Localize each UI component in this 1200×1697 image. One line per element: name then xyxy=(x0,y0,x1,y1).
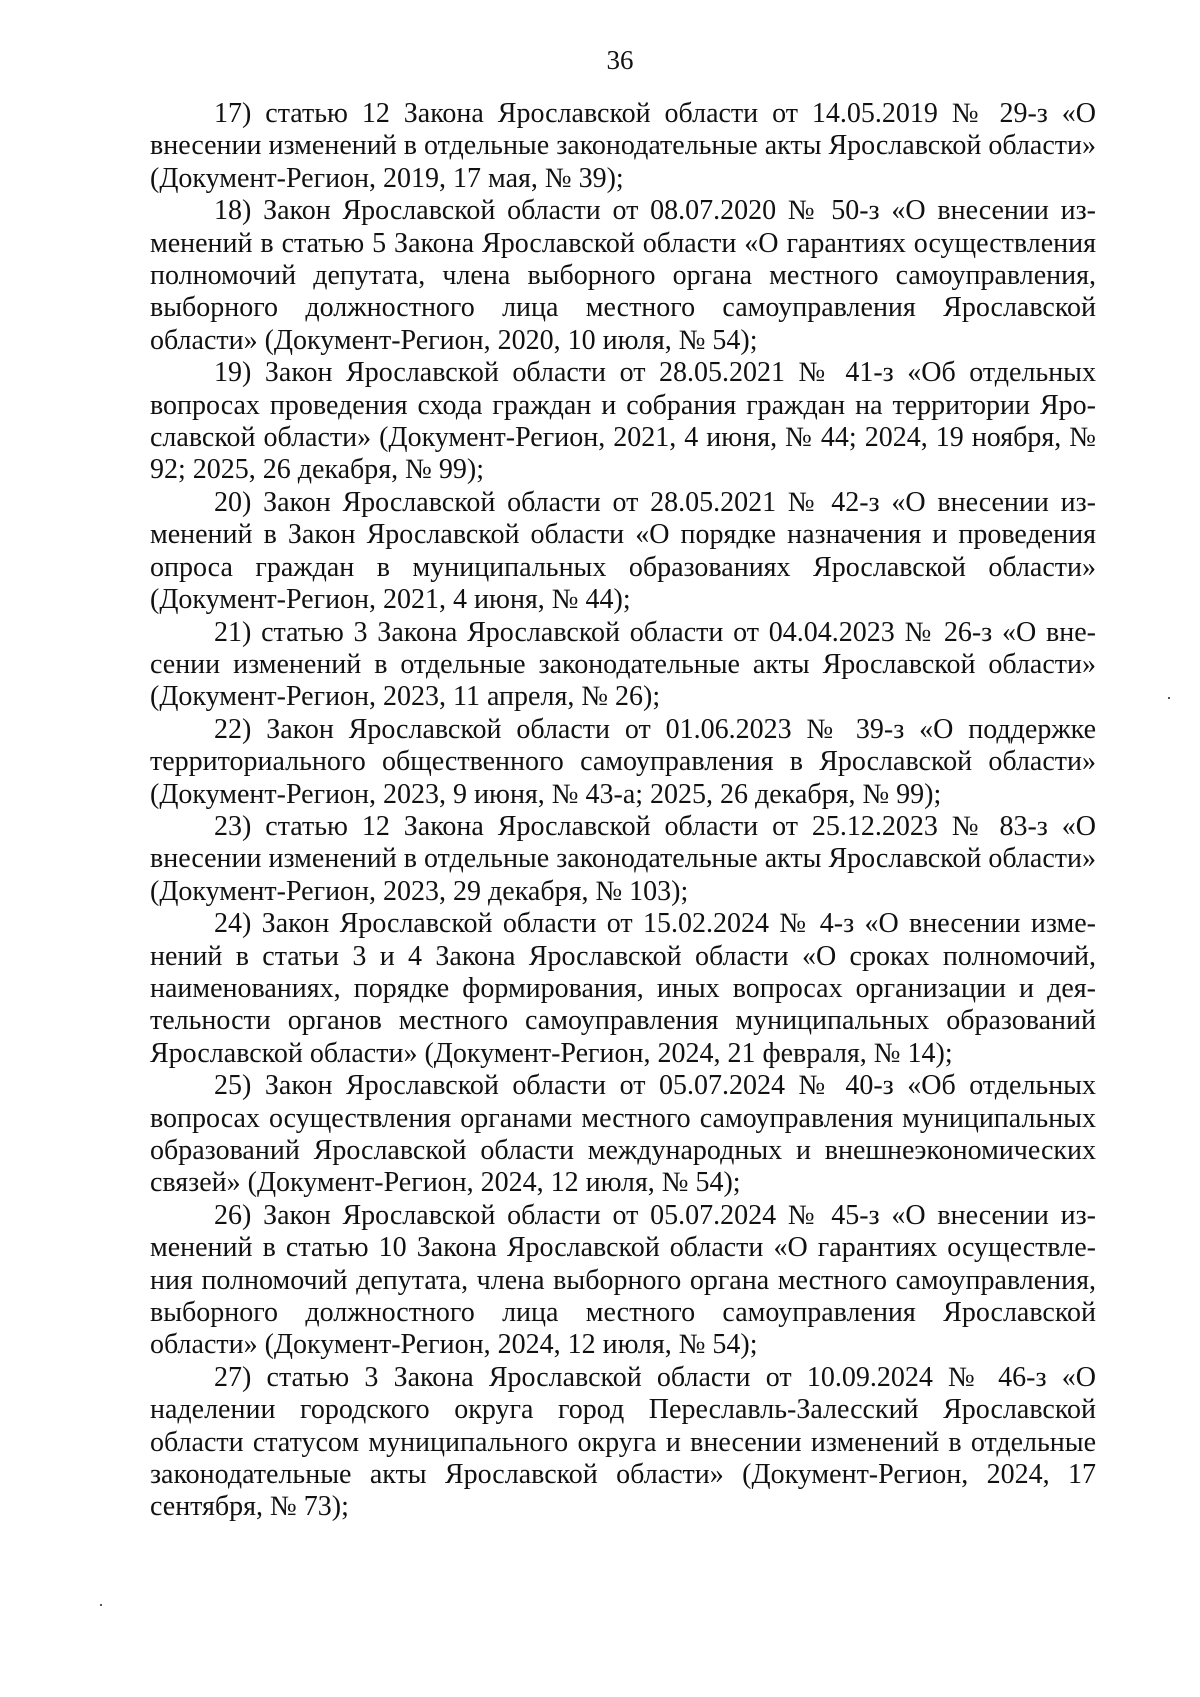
document-body xyxy=(150,98,1096,1524)
list-item: 20) Закон Ярославской области от 28.05.2021 № 42-з «О внесении изменений в Закон Ярославской области «О порядке назначения и проведения опроса граждан в муниципальных образованиях Ярославской области» (Документ-Регион, 2021, 4 июня, № 44); xyxy=(150,486,1096,616)
list-item: 18) Закон Ярославской области от 08.07.2020 № 50-з «О внесении изменений в статью 5 Закона Ярославской области «О гарантиях осуществления полномочий депутата, члена выборного органа местного самоуправления, выборного должностного лица местного самоуправления Ярославской области» (Документ-Регион, 2020, 10 июля, № 54); xyxy=(150,195,1096,356)
list-item: 21) статью 3 Закона Ярославской области от 04.04.2023 № 26-з «О внесении изменений в отдельные законодательные акты Ярославской области» (Документ-Регион, 2023, 11 апреля, № 26); xyxy=(150,616,1096,713)
list-item: 17) статью 12 Закона Ярославской области от 14.05.2019 № 29-з «О внесении изменений в отдельные законодательные акты Ярославской области» (Документ-Регион, 2019, 17 мая, № 39); xyxy=(150,98,1096,194)
list-item: 23) статью 12 Закона Ярославской области от 25.12.2023 № 83-з «О внесении изменений в отдельные законодательные акты Ярославской области» (Документ-Регион, 2023, 29 декабря, № 103); xyxy=(150,810,1096,907)
list-item: 19) Закон Ярославской области от 28.05.2021 № 41-з «Об отдельных вопросах проведения схода граждан и собрания граждан на территории Ярославской области» (Документ-Регион, 2021, 4 июня, № 44; 2024, 19 ноября, № 92; 2025, 26 декабря, № 99); xyxy=(150,357,1096,486)
list-item: 24) Закон Ярославской области от 15.02.2024 № 4-з «О внесении изменений в статьи 3 и 4 Закона Ярославской области «О сроках полномочий, наименованиях, порядке формирования, иных вопросах организации и деятельности органов местного самоуправления муниципальных образований Ярославской области» (Документ-Регион, 2024, 21 февраля, № 14); xyxy=(150,908,1096,1069)
list-item: 26) Закон Ярославской области от 05.07.2024 № 45-з «О внесении изменений в статью 10 Закона Ярославской области «О гарантиях осуществления полномочий депутата, члена выборного органа местного самоуправления, выборного должностного лица местного самоуправления Ярославской области» (Документ-Регион, 2024, 12 июля, № 54); xyxy=(150,1199,1096,1361)
scan-speck xyxy=(100,1604,102,1606)
page-number: 36 xyxy=(606,45,634,75)
list-item: 22) Закон Ярославской области от 01.06.2023 № 39-з «О поддержке территориального общественного самоуправления в Ярославской области» (Документ-Регион, 2023, 9 июня, № 43-а; 2025, 26 декабря, № 99); xyxy=(150,713,1096,810)
list-item: 25) Закон Ярославской области от 05.07.2024 № 40-з «Об отдельных вопросах осуществления органами местного самоуправления муниципальных образований Ярославской области международных и внешнеэкономических связей» (Документ-Регион, 2024, 12 июля, № 54); xyxy=(150,1070,1096,1199)
list-item: 27) статью 3 Закона Ярославской области от 10.09.2024 № 46-з «О наделении городского округа город Переславль-Залесский Ярославской области статусом муниципального округа и внесении изменений в отдельные законодательные акты Ярославской области» (Документ-Регион, 2024, 17 сентября, № 73); xyxy=(150,1361,1096,1523)
scan-speck xyxy=(1168,697,1170,699)
